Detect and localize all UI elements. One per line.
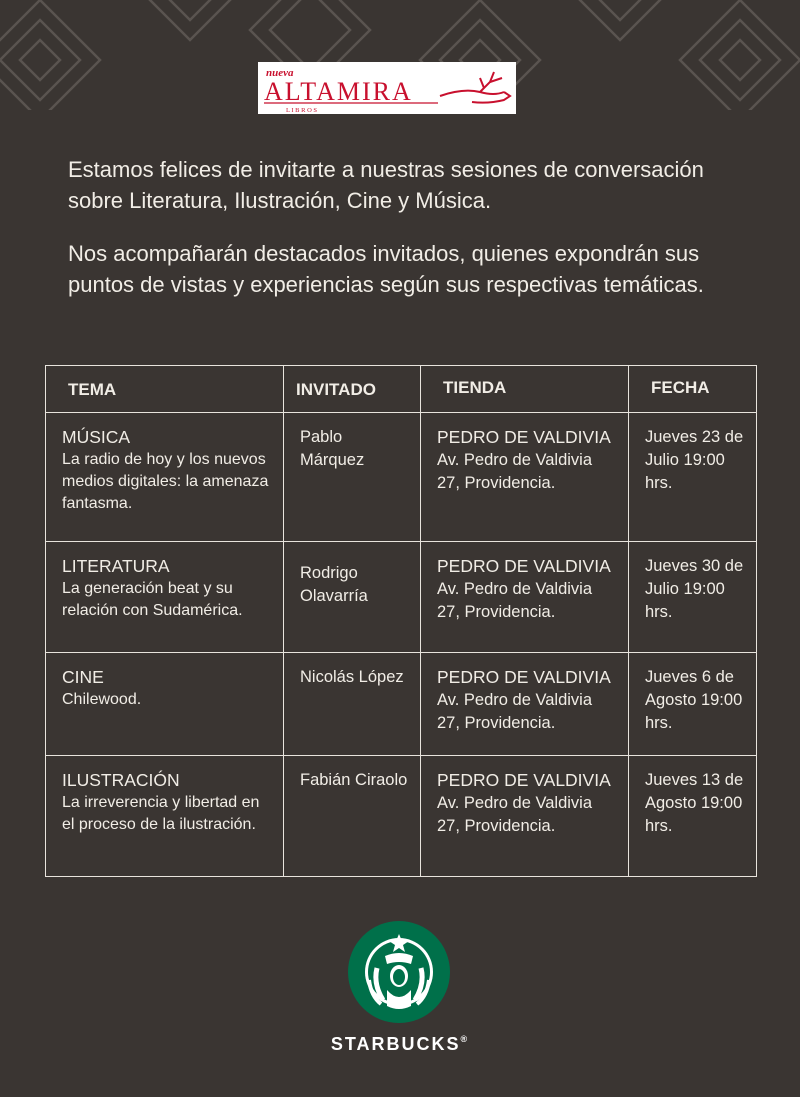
table-row (46, 653, 757, 756)
store-name: PEDRO DE VALDIVIA (437, 667, 611, 687)
table-row (46, 542, 757, 653)
cell-invitado: Nicolás López (284, 653, 421, 756)
cell-fecha: Jueves 23 de Julio 19:00 hrs. (629, 413, 757, 542)
starbucks-siren-icon (347, 920, 451, 1024)
logo-prefix: nueva (266, 67, 294, 79)
topic-description: La irreverencia y libertad en el proceso de la ilustración. (62, 794, 260, 833)
topic-title: CINE (62, 667, 104, 687)
store-name: PEDRO DE VALDIVIA (437, 556, 611, 576)
store-address: Av. Pedro de Valdivia 27, Providencia. (437, 691, 593, 732)
store-name: PEDRO DE VALDIVIA (437, 770, 611, 790)
topic-description: La radio de hoy y los nuevos medios digitales: la amenaza fantasma. (62, 451, 269, 512)
table-row (46, 413, 757, 542)
logo-sub: L I B R O S (286, 107, 317, 114)
topic-title: MÚSICA (62, 427, 131, 447)
cell-tema (46, 542, 284, 653)
intro-paragraph-2: Nos acompañarán destacados invitados, quienes expondrán sus puntos de vistas y experiencias según sus respectivas temáticas. (68, 241, 704, 297)
deer-icon (440, 72, 510, 103)
registered-mark: ® (460, 1034, 470, 1044)
cell-tienda (421, 542, 629, 653)
cell-invitado: Pablo Márquez (284, 413, 421, 542)
header-tienda: TIENDA (421, 366, 629, 413)
altamira-logo (258, 62, 516, 114)
intro-paragraph-1: Estamos felices de invitarte a nuestras sesiones de conversación sobre Literatura, Ilustración, Cine y Música. (68, 157, 704, 213)
header-invitado: INVITADO (284, 366, 421, 413)
header-fecha: FECHA (629, 366, 757, 413)
cell-tienda (421, 413, 629, 542)
cell-tema (46, 413, 284, 542)
cell-invitado: Rodrigo Olavarría (284, 542, 421, 653)
store-name: PEDRO DE VALDIVIA (437, 427, 611, 447)
table-row (46, 756, 757, 877)
cell-fecha: Jueves 6 de Agosto 19:00 hrs. (629, 653, 757, 756)
store-address: Av. Pedro de Valdivia 27, Providencia. (437, 580, 593, 621)
topic-title: ILUSTRACIÓN (62, 770, 180, 790)
table-header-row (46, 366, 757, 413)
cell-tema (46, 756, 284, 877)
store-address: Av. Pedro de Valdivia 27, Providencia. (437, 794, 593, 835)
store-address: Av. Pedro de Valdivia 27, Providencia. (437, 451, 593, 492)
intro-text (68, 154, 758, 322)
schedule-table (45, 365, 757, 877)
topic-description: Chilewood. (62, 691, 142, 708)
cell-invitado: Fabián Ciraolo (284, 756, 421, 877)
cell-fecha: Jueves 13 de Agosto 19:00 hrs. (629, 756, 757, 877)
cell-fecha: Jueves 30 de Julio 19:00 hrs. (629, 542, 757, 653)
logo-name: ALTAMIRA (264, 77, 413, 106)
cell-tienda (421, 653, 629, 756)
cell-tema (46, 653, 284, 756)
header-tema: TEMA (46, 366, 284, 413)
topic-description: La generación beat y su relación con Sudamérica. (62, 580, 243, 619)
sponsor-name: STARBUCKS (330, 1034, 461, 1054)
topic-title: LITERATURA (62, 556, 170, 576)
starbucks-wordmark (300, 1034, 500, 1055)
cell-tienda (421, 756, 629, 877)
